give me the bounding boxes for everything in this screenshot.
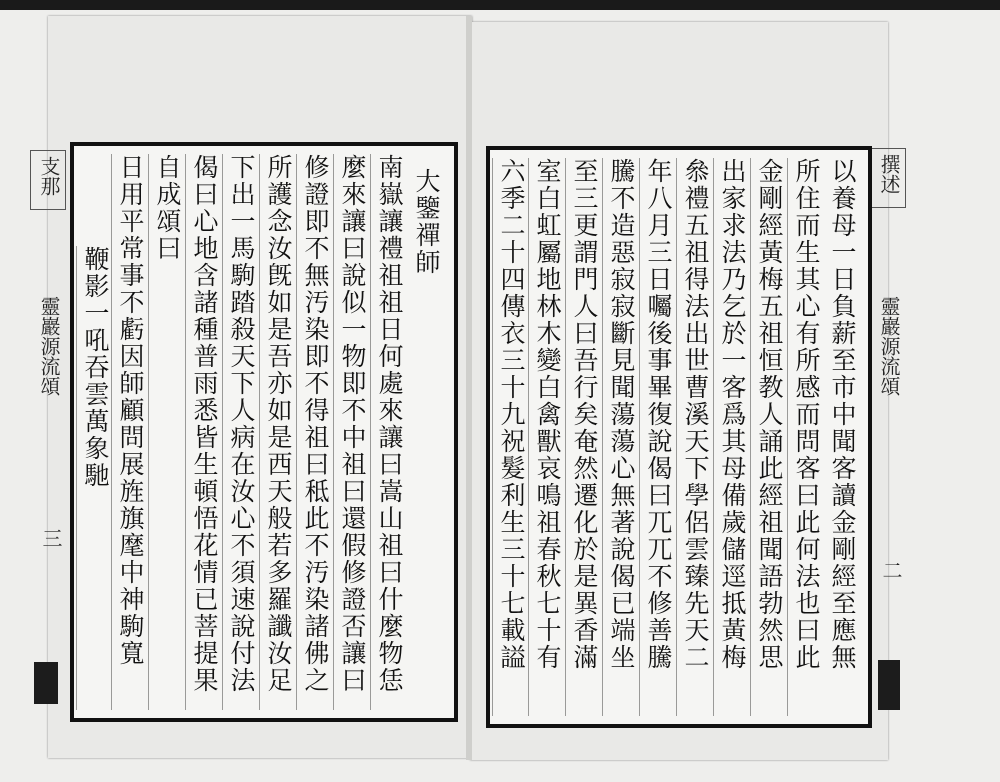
left-margin-title: 靈巖源流頌 <box>37 296 61 396</box>
text-column: 所住而生其心有所感而問客曰此何法也曰此 <box>787 158 824 716</box>
scanner-top-edge <box>0 0 1000 10</box>
text-column: 下出一馬駒踏殺天下人病在汝心不須速說付法 <box>222 154 259 710</box>
right-folio-number: 二 <box>879 560 903 580</box>
text-column: 鞭影一吼吞雲萬象馳 <box>76 246 113 710</box>
text-column: 以養母一日負薪至市中聞客讀金剛經至應無 <box>828 158 857 671</box>
right-margin-label: 撰述 <box>877 154 901 194</box>
book-gutter <box>466 16 472 760</box>
left-folio-number: 三 <box>39 528 63 548</box>
text-column: 偈曰心地含諸種普雨悉皆生頓悟花情已菩提果 <box>185 154 222 710</box>
text-column: 出家求法乃乞於一客爲其母備歲儲逕抵黃梅 <box>713 158 750 716</box>
text-column: 南嶽讓禮祖祖日何處來讓曰嵩山祖曰什麼物恁 <box>370 154 407 710</box>
text-column: 自成頌曰 <box>148 154 185 710</box>
text-column: 騰不造惡寂寂斷見聞蕩蕩心無著說偈已端坐 <box>602 158 639 716</box>
text-column: 所護念汝旣如是吾亦如是西天般若多羅讖汝足 <box>259 154 296 710</box>
left-text-block <box>70 142 458 722</box>
text-column: 大鑒禪師 <box>412 168 441 276</box>
text-column: 至三更謂門人曰吾行矣奄然遷化於是異香滿 <box>565 158 602 716</box>
text-column: 叅禮五祖得法出世曹溪天下學侶雲臻先天二 <box>676 158 713 716</box>
right-text-block <box>486 146 872 728</box>
text-column: 室白虹屬地林木變白禽獸哀鳴祖春秋七十有 <box>528 158 565 716</box>
text-column: 麼來讓曰說似一物即不中祖曰還假修證否讓曰 <box>333 154 370 710</box>
text-column: 日用平常事不虧因師顧問展旌旗麾中神駒寬 <box>111 154 148 710</box>
right-fishtail-mark <box>878 660 900 710</box>
left-margin-label: 支那 <box>37 156 61 196</box>
text-column: 六季二十四傳衣三十九祝髮利生三十七載謚 <box>492 158 529 716</box>
text-column: 修證即不無汚染即不得祖曰秪此不汚染諸佛之 <box>296 154 333 710</box>
text-column: 年八月三日囑後事畢復說偈曰兀兀不修善騰 <box>639 158 676 716</box>
text-column: 金剛經黃梅五祖恒教人誦此經祖聞語勃然思 <box>750 158 787 716</box>
right-margin-title: 靈巖源流頌 <box>877 296 901 396</box>
left-fishtail-mark <box>34 662 58 704</box>
